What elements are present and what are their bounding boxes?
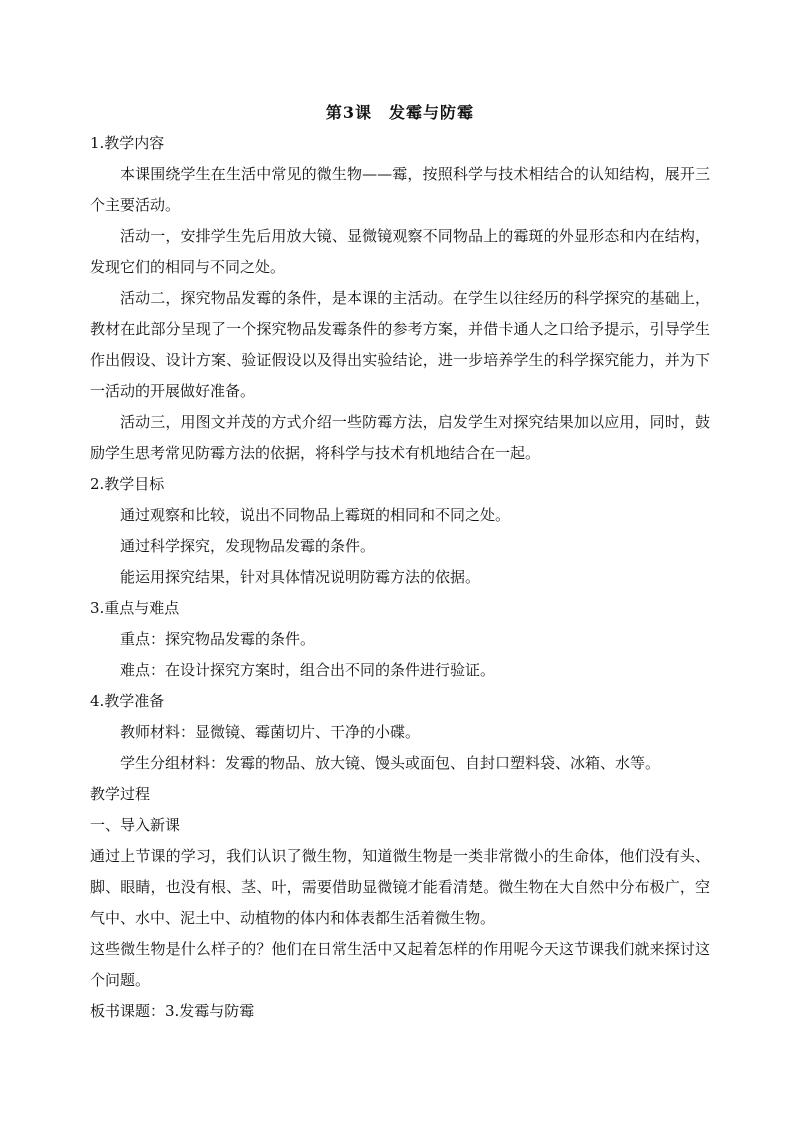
key-point-item: 难点：在设计探究方案时，组合出不同的条件进行验证。 xyxy=(120,661,496,679)
paragraph: 通过上节课的学习，我们认识了微生物，知道微生物是一类非常微小的生命体，他们没有头、脚、眼睛，也没有根、茎、叶，需要借助显微镜才能看清楚。微生物在大自然中分布极广，空气中、水中、泥土中、动植物的体内和体表都生活着微生物。 xyxy=(90,847,710,927)
section-heading-key-points: 3.重点与难点 xyxy=(90,599,180,617)
document-body xyxy=(90,98,710,1027)
board-title-line: 板书课题：3.发霉与防霉 xyxy=(90,1002,255,1020)
paragraph: 这些微生物是什么样子的？他们在日常生活中又起着怎样的作用呢今天这节课我们就来探讨这个问题。 xyxy=(90,940,710,989)
goal-item: 通过观察和比较，说出不同物品上霉斑的相同和不同之处。 xyxy=(120,506,511,524)
goal-item: 能运用探究结果，针对具体情况说明防霉方法的依据。 xyxy=(120,568,481,586)
key-point-item: 重点：探究物品发霉的条件。 xyxy=(120,630,316,648)
paragraph: 活动三，用图文并茂的方式介绍一些防霉方法，启发学生对探究结果加以应用，同时，鼓励学生思考常见防霉方法的依据，将科学与技术有机地结合在一起。 xyxy=(90,413,710,462)
section-heading-teaching-content: 1.教学内容 xyxy=(90,134,165,152)
paragraph: 活动二，探究物品发霉的条件，是本课的主活动。在学生以往经历的科学探究的基础上，教材在此部分呈现了一个探究物品发霉条件的参考方案，并借卡通人之口给予提示，引导学生作出假设、设计方案、验证假设以及得出实验结论，进一步培养学生的科学探究能力，并为下一活动的开展做好准备。 xyxy=(90,289,710,400)
preparation-item: 教师材料：显微镜、霉菌切片、干净的小碟。 xyxy=(120,723,421,741)
subsection-heading-intro: 一、导入新课 xyxy=(90,816,181,834)
section-heading-process: 教学过程 xyxy=(90,785,151,803)
paragraph: 本课围绕学生在生活中常见的微生物——霉，按照科学与技术相结合的认知结构，展开三个主要活动。 xyxy=(90,165,710,214)
paragraph: 活动一，安排学生先后用放大镜、显微镜观察不同物品上的霉斑的外显形态和内在结构，发现它们的相同与不同之处。 xyxy=(90,227,710,276)
document-title: 第3课 发霉与防霉 xyxy=(325,103,475,122)
preparation-item: 学生分组材料：发霉的物品、放大镜、馒头或面包、自封口塑料袋、冰箱、水等。 xyxy=(120,754,661,772)
goal-item: 通过科学探究，发现物品发霉的条件。 xyxy=(120,537,376,555)
section-heading-teaching-goals: 2.教学目标 xyxy=(90,475,165,493)
section-heading-preparation: 4.教学准备 xyxy=(90,692,165,710)
